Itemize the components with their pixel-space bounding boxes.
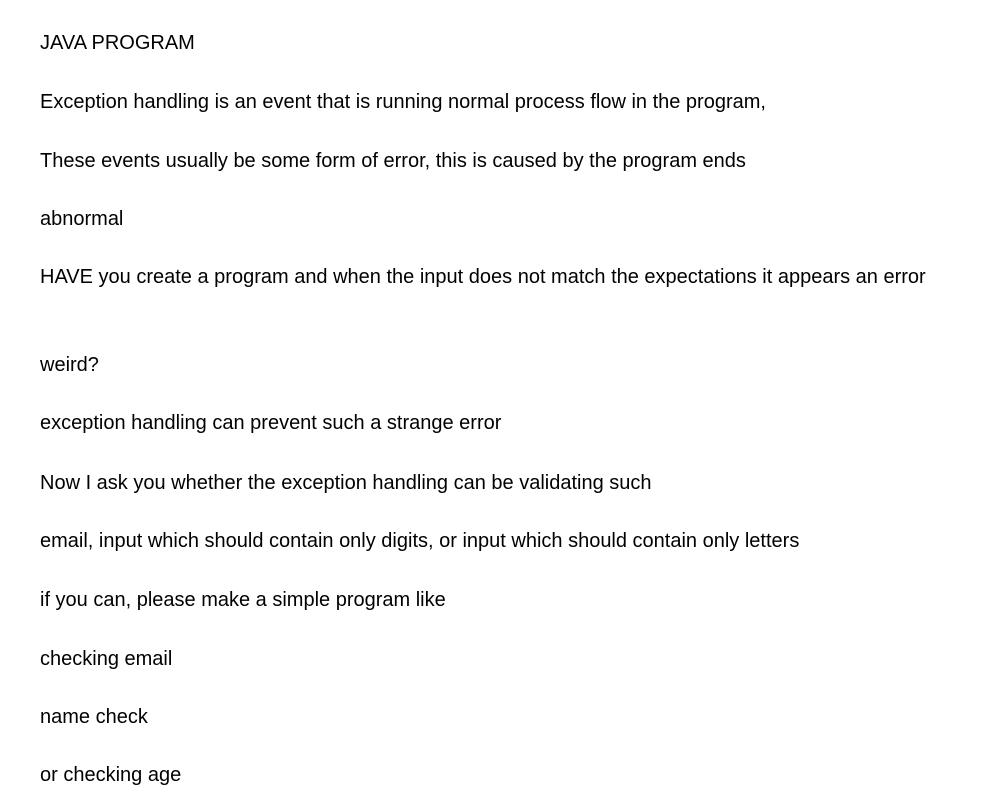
- paragraph: HAVE you create a program and when the input does not match the expectations it appears an error: [40, 266, 926, 288]
- paragraph: Now I ask you whether the exception handling can be validating such: [40, 472, 652, 494]
- paragraph: abnormal: [40, 208, 124, 230]
- paragraph: These events usually be some form of error, this is caused by the program ends: [40, 150, 746, 172]
- paragraph: if you can, please make a simple program like: [40, 589, 446, 611]
- paragraph: exception handling can prevent such a strange error: [40, 412, 502, 434]
- document-title: JAVA PROGRAM: [40, 32, 195, 54]
- paragraph: Exception handling is an event that is running normal process flow in the program,: [40, 91, 766, 113]
- paragraph: checking email: [40, 648, 173, 670]
- paragraph: or checking age: [40, 764, 182, 786]
- paragraph: email, input which should contain only digits, or input which should contain only letters: [40, 530, 800, 552]
- paragraph: weird?: [40, 354, 99, 376]
- paragraph: name check: [40, 706, 148, 728]
